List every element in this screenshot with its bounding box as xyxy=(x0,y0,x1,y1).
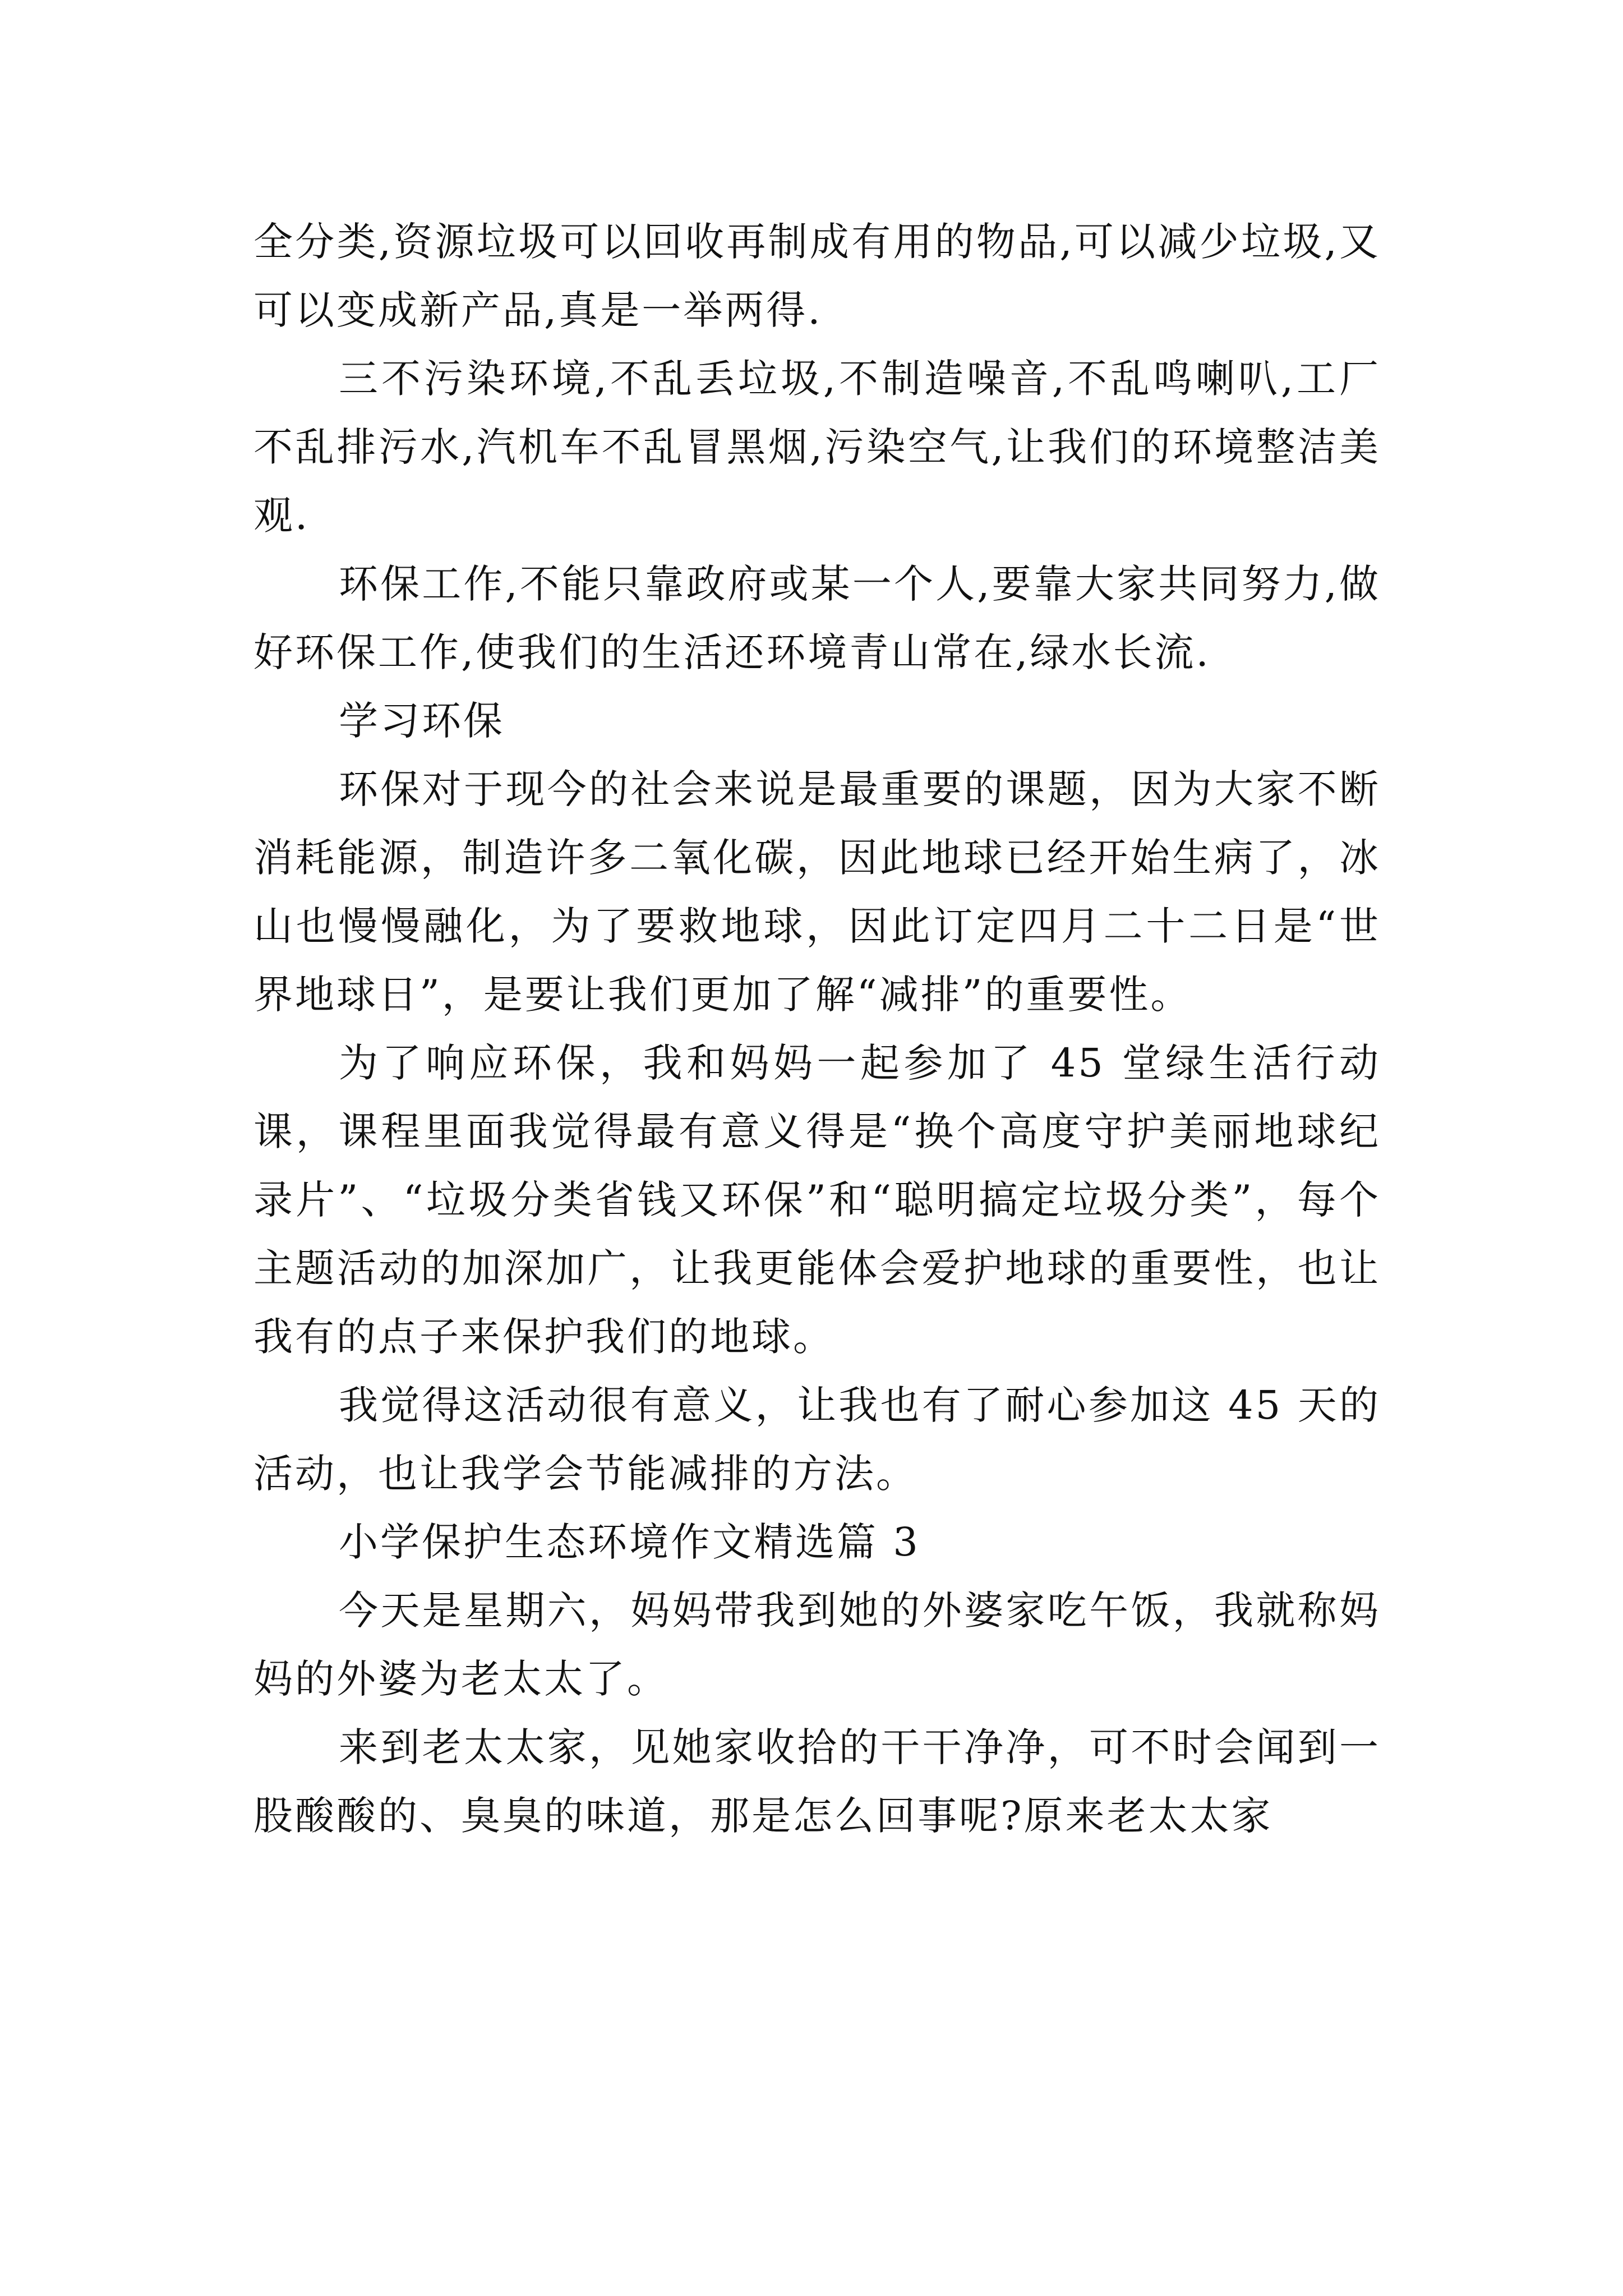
paragraph: 我觉得这活动很有意义，让我也有了耐心参加这 45 天的活动，也让我学会节能减排的方法。 xyxy=(253,1382,1381,1497)
paragraph: 环保工作,不能只靠政府或某一个人,要靠大家共同努力,做好环保工作,使我们的生活还环境青山常在,绿水长流. xyxy=(253,561,1381,675)
paragraph: 三不污染环境,不乱丢垃圾,不制造噪音,不乱鸣喇叭,工厂不乱排污水,汽机车不乱冒黑烟,污染空气,让我们的环境整洁美观. xyxy=(253,356,1381,539)
section-heading: 小学保护生态环境作文精选篇 3 xyxy=(339,1519,920,1565)
paragraph: 来到老太太家，见她家收拾的干干净净，可不时会闻到一股酸酸的、臭臭的味道，那是怎么回事呢?原来老太太家 xyxy=(253,1724,1381,1839)
paragraph: 环保对于现今的社会来说是最重要的课题，因为大家不断消耗能源，制造许多二氧化碳，因此地球已经开始生病了，冰山也慢慢融化，为了要救地球，因此订定四月二十二日是“世界地球日”，是要让我们更加了解“减排”的重要性。 xyxy=(253,766,1381,1018)
section-heading: 学习环保 xyxy=(339,698,505,744)
paragraph: 今天是星期六，妈妈带我到她的外婆家吃午饭，我就称妈妈的外婆为老太太了。 xyxy=(253,1588,1381,1702)
paragraph: 为了响应环保，我和妈妈一起参加了 45 堂绿生活行动课，课程里面我觉得最有意义得是“换个高度守护美丽地球纪录片”、“垃圾分类省钱又环保”和“聪明搞定垃圾分类”，每个主题活动的加深加广，让我更能体会爱护地球的重要性，也让我有的点子来保护我们的地球。 xyxy=(253,1040,1381,1360)
paragraph-continued: 全分类,资源垃圾可以回收再制成有用的物品,可以减少垃圾,又可以变成新产品,真是一举两得. xyxy=(253,219,1381,333)
document-body xyxy=(253,208,1381,1850)
